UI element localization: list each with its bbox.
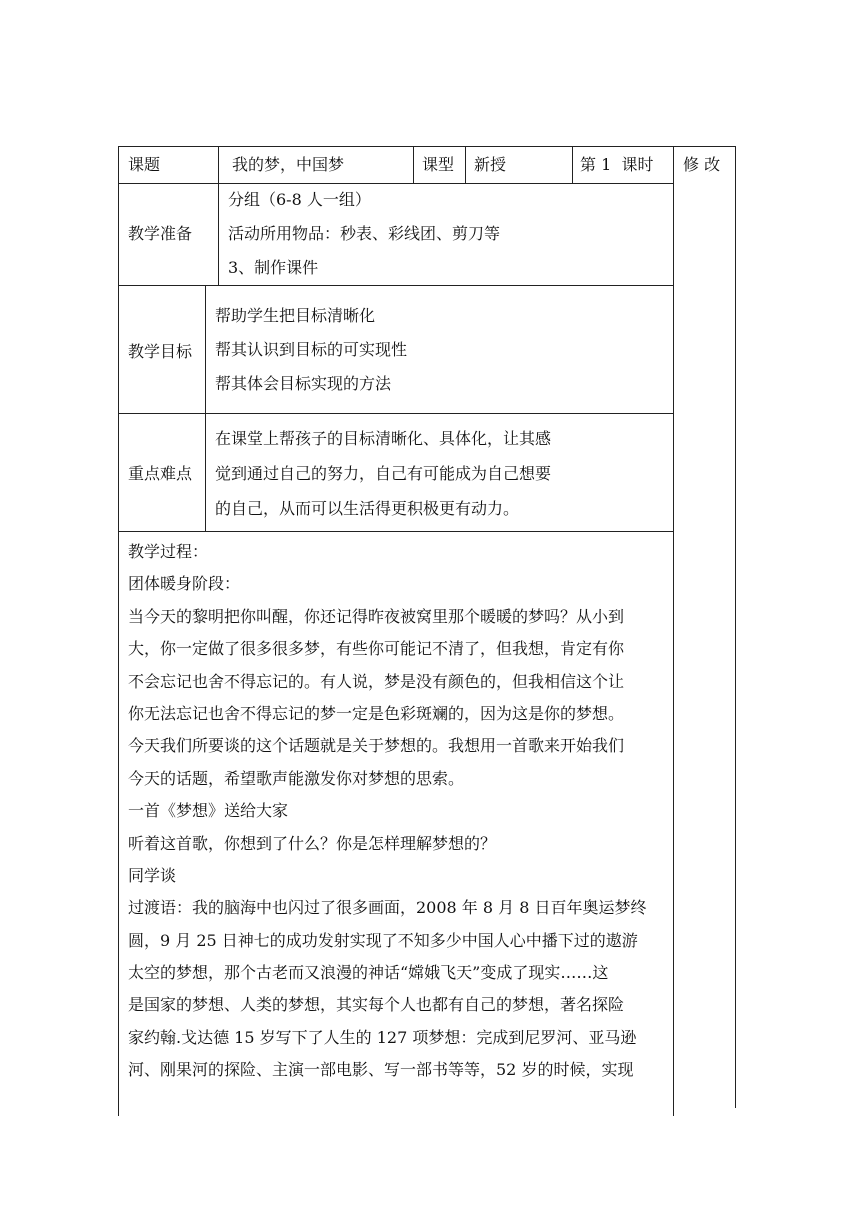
row-divider-prep [118,285,673,286]
key-points-line: 在课堂上帮孩子的目标清晰化、具体化，让其感 [215,429,552,448]
goals-label: 教学目标 [128,342,193,361]
prep-line: 活动所用物品：秒表、彩线团、剪刀等 [228,224,501,243]
col-divider-type-label [413,146,414,183]
col-divider-prep [218,183,219,285]
process-line: 团体暖身阶段： [128,574,241,594]
table-border-left [118,146,119,1116]
revise-column-header: 修 改 [683,155,721,174]
table-border-revise-right [735,146,736,1108]
process-line: 家约翰.戈达德 15 岁写下了人生的 127 项梦想：完成到尼罗河、亚马逊 [128,1027,637,1047]
topic-value: 我的梦，中国梦 [232,155,345,174]
lesson-number: 第 1 课时 [580,155,654,174]
process-line: 当今天的黎明把你叫醒，你还记得昨夜被窝里那个暖暖的梦吗？从小到 [128,606,625,626]
process-line: 过渡语：我的脑海中也闪过了很多画面，2008 年 8 月 8 日百年奥运梦终 [128,898,647,918]
process-line: 教学过程： [128,542,209,561]
goals-line: 帮其认识到目标的可实现性 [215,340,408,359]
key-points-line: 的自己，从而可以生活得更积极更有动力。 [215,499,520,518]
process-line: 太空的梦想，那个古老而又浪漫的神话“嫦娥飞天”变成了现实……这 [128,963,609,983]
topic-label: 课题 [128,155,161,174]
lesson-type-value: 新授 [474,155,507,174]
row-divider-header [118,183,673,184]
process-line: 不会忘记也舍不得忘记的。有人说，梦是没有颜色的，但我相信这个让 [128,671,625,691]
col-divider-topic [218,146,219,183]
process-line: 你无法忘记也舍不得忘记的梦一定是色彩斑斓的，因为这是你的梦想。 [128,703,625,723]
process-line: 同学谈 [128,865,177,885]
process-line: 圆，9 月 25 日神七的成功发射实现了不知多少中国人心中播下过的遨游 [128,930,638,950]
goals-line: 帮其体会目标实现的方法 [215,374,392,393]
process-line: 是国家的梦想、人类的梦想，其实每个人也都有自己的梦想，著名探险 [128,995,625,1015]
process-line: 河、刚果河的探险、主演一部电影、写一部书等等，52 岁的时候，实现 [128,1060,634,1080]
table-border-top [118,146,735,147]
process-line: 今天的话题，希望歌声能激发你对梦想的思索。 [128,768,465,788]
process-line: 一首《梦想》送给大家 [128,801,289,821]
table-border-main-right [673,146,674,1116]
process-line: 今天我们所要谈的这个话题就是关于梦想的。我想用一首歌来开始我们 [128,736,625,756]
prep-line: 3、制作课件 [228,258,319,277]
col-divider-type-value [465,146,466,183]
row-divider-key [118,531,673,532]
process-line: 听着这首歌，你想到了什么？你是怎样理解梦想的？ [128,833,497,853]
key-points-line: 觉到通过自己的努力，自己有可能成为自己想要 [215,464,552,483]
key-points-label: 重点难点 [128,464,193,483]
goals-line: 帮助学生把目标清晰化 [215,306,376,325]
process-line: 大，你一定做了很多很多梦，有些你可能记不清了，但我想，肯定有你 [128,639,625,659]
prep-label: 教学准备 [128,224,193,243]
col-divider-lesson [572,146,573,183]
col-divider-goals [205,285,206,531]
row-divider-goals [118,413,673,414]
prep-line: 分组（6-8 人一组） [228,190,371,209]
lesson-type-label: 课型 [422,155,455,174]
teaching-process [128,536,668,1087]
